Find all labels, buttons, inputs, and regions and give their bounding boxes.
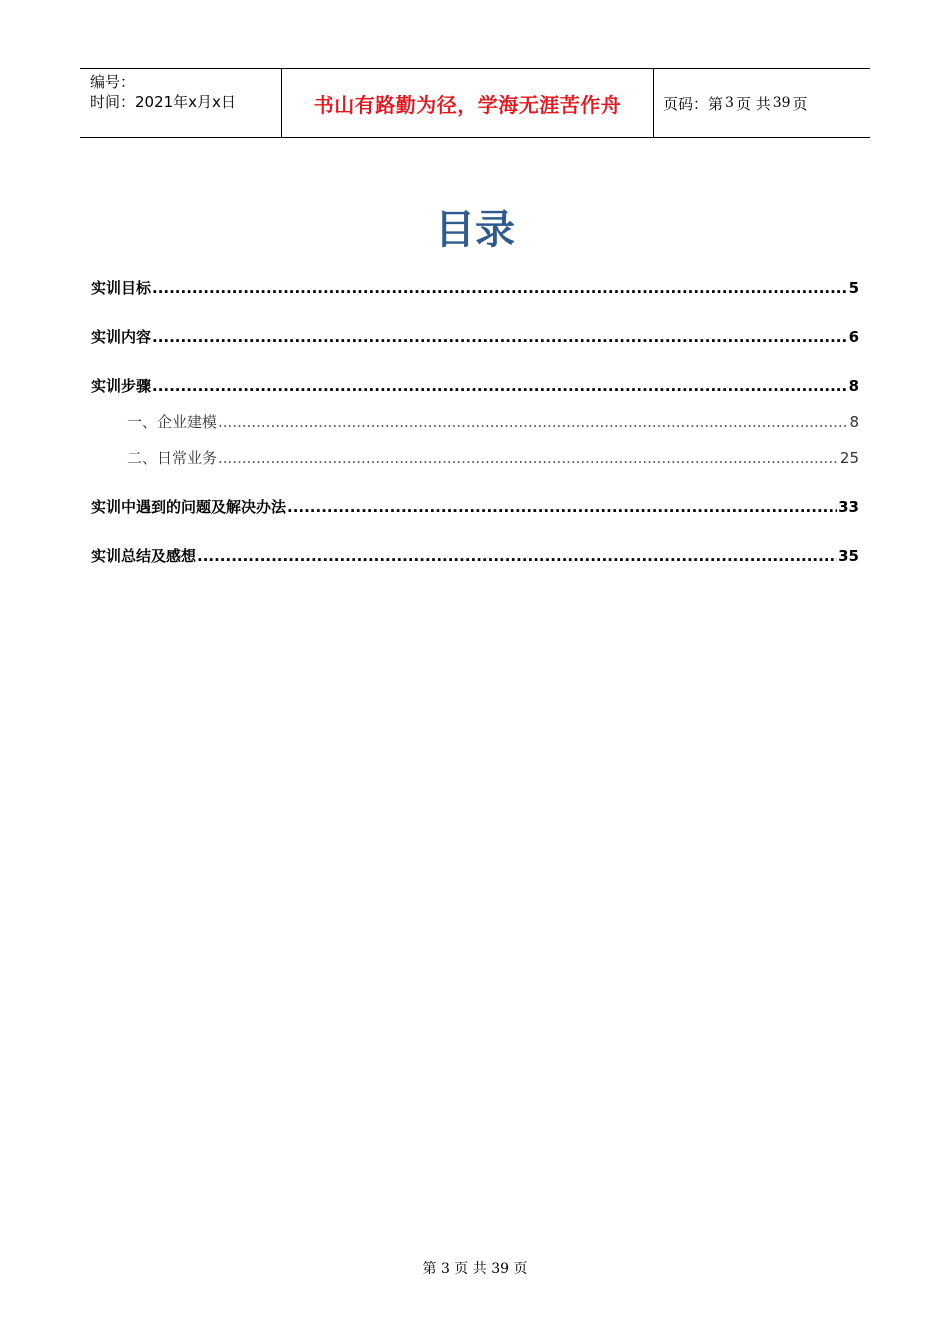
header-page-info bbox=[654, 69, 870, 137]
page-header bbox=[80, 68, 870, 138]
toc-entry-page: 33 bbox=[838, 498, 859, 516]
header-motto: 书山有路勤为径，学海无涯苦作舟 bbox=[281, 69, 654, 137]
toc-entry-label: 实训内容 bbox=[91, 328, 152, 346]
toc-leader bbox=[152, 279, 848, 297]
page-current: 3 bbox=[725, 95, 734, 111]
toc-entry-label: 实训总结及感想 bbox=[91, 547, 197, 565]
page-prefix: 页码：第 bbox=[663, 94, 724, 113]
toc-leader bbox=[197, 547, 837, 565]
toc-entry-page: 6 bbox=[848, 328, 859, 346]
page-mid: 页 共 bbox=[735, 94, 771, 113]
toc-entry[interactable] bbox=[91, 496, 859, 517]
toc-entry-page: 35 bbox=[838, 547, 859, 565]
toc-entry-page: 5 bbox=[848, 279, 859, 297]
toc-title: 目录 bbox=[435, 206, 515, 253]
toc-entry[interactable] bbox=[91, 375, 859, 396]
toc-leader bbox=[218, 413, 848, 431]
toc-entry[interactable] bbox=[91, 277, 859, 298]
toc-entry[interactable] bbox=[91, 326, 859, 347]
page-total: 39 bbox=[772, 95, 791, 111]
toc-entry[interactable] bbox=[91, 545, 859, 566]
toc-leader bbox=[218, 449, 839, 467]
toc-subentry[interactable] bbox=[127, 411, 859, 432]
toc-entry-label: 实训步骤 bbox=[91, 377, 152, 395]
toc-leader bbox=[152, 328, 848, 346]
toc-entry-page: 8 bbox=[848, 377, 859, 395]
toc-entry-page: 25 bbox=[839, 449, 859, 467]
toc-subentry[interactable] bbox=[127, 447, 859, 468]
document-time: 时间：2021年x月x日 bbox=[90, 93, 236, 111]
toc-entry-label: 二、日常业务 bbox=[127, 449, 218, 467]
toc-entry-page: 8 bbox=[849, 413, 859, 431]
toc-entry-label: 实训中遇到的问题及解决办法 bbox=[91, 498, 287, 516]
toc-entry-label: 实训目标 bbox=[91, 279, 152, 297]
page-suffix: 页 bbox=[792, 94, 808, 113]
toc-leader bbox=[152, 377, 848, 395]
toc-entry-label: 一、企业建模 bbox=[127, 413, 218, 431]
document-number: 编号： bbox=[90, 73, 136, 91]
toc-leader bbox=[287, 498, 837, 516]
page-footer: 第 3 页 共 39 页 bbox=[422, 1261, 528, 1277]
header-meta bbox=[80, 69, 281, 137]
